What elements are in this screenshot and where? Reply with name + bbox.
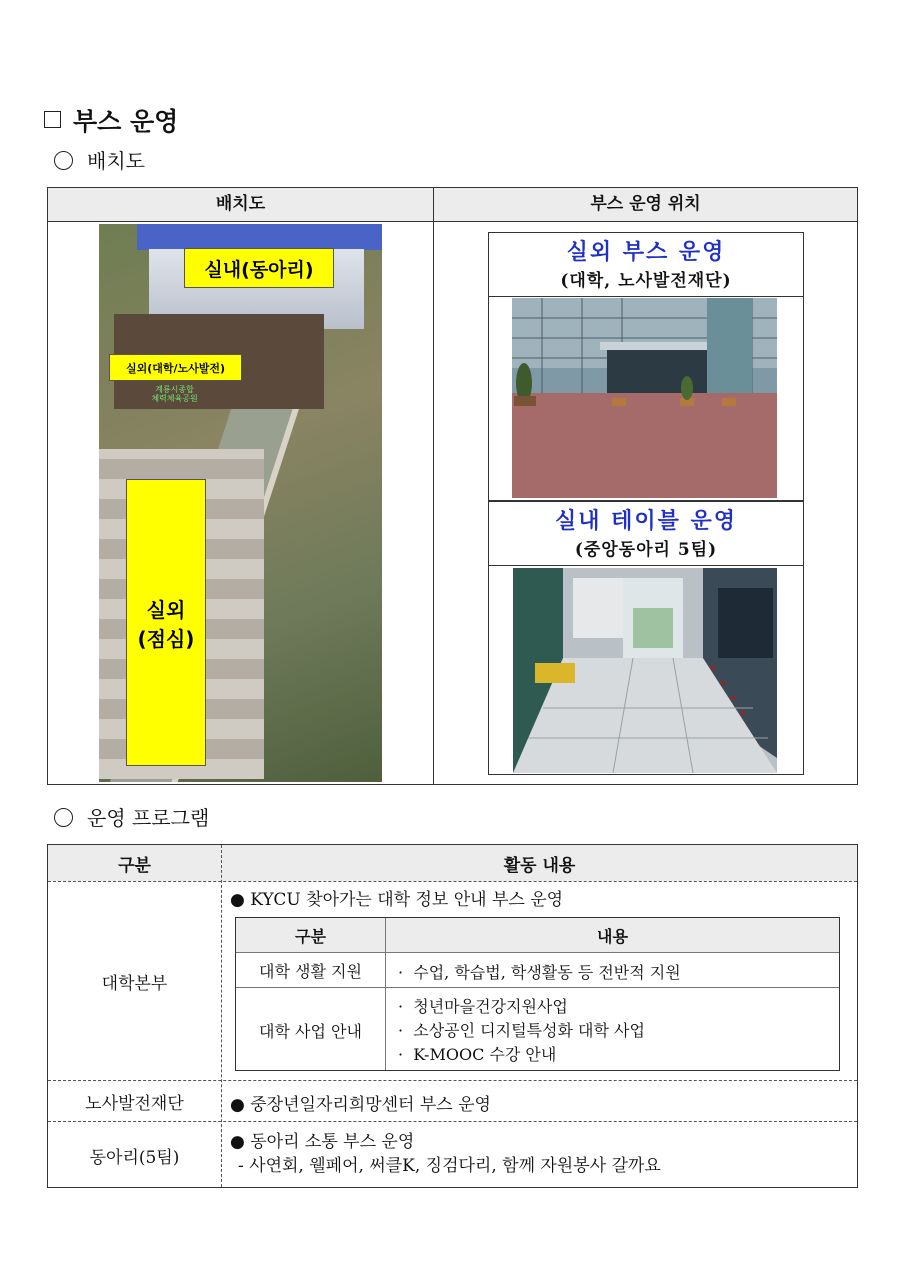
row-category-clubs: 동아리(5팀) <box>89 1147 180 1168</box>
checkbox-square-icon <box>44 111 61 128</box>
row-bullet-clubs <box>230 1130 661 1178</box>
section-title: 부스 운영 <box>44 102 178 138</box>
program-heading: 운영 프로그램 <box>54 802 209 831</box>
inner-row-items <box>398 995 645 1067</box>
inner-row-item: · 소상공인 디지털특성화 대학 사업 <box>398 1021 645 1040</box>
outdoor-entrance-photo <box>512 298 777 498</box>
layout-table <box>47 187 858 785</box>
bullet-dot-icon: ● <box>230 1095 245 1115</box>
inner-row-label: 대학 생활 지원 <box>259 961 362 981</box>
map-label-outdoor-univ: 실외(대학/노사발전) <box>109 354 242 381</box>
row-bullet-foundation: ● 중장년일자리희망센터 부스 운영 <box>230 1095 491 1115</box>
column-divider <box>433 188 434 784</box>
club-bullet-line: ● 동아리 소통 부스 운영 <box>230 1132 415 1152</box>
circle-bullet-icon <box>54 151 73 170</box>
map-label-outdoor-lunch: 실외 (점심) <box>126 479 206 766</box>
row-bullet-univ: ● KYCU 찾아가는 대학 정보 안내 부스 운영 <box>230 890 564 910</box>
inner-row-item: · 청년마을건강지원사업 <box>398 997 568 1016</box>
row-category-foundation: 노사발전재단 <box>85 1093 184 1114</box>
indoor-booth-title-area <box>489 502 803 566</box>
outdoor-booth-subtitle: (대학, 노사발전재단) <box>560 271 732 291</box>
outdoor-entrance-illustration <box>512 298 777 498</box>
inner-col2-header: 내용 <box>597 926 628 946</box>
program-table <box>47 844 858 1188</box>
indoor-lobby-photo <box>513 568 777 773</box>
row-category-univ: 대학본부 <box>101 973 168 994</box>
building-roof <box>137 224 382 250</box>
program-col2-header: 활동 내용 <box>503 855 576 876</box>
layout-col2-header: 부스 운영 위치 <box>434 188 857 222</box>
map-small-text: 계룡시종합 체력체육공원 <box>151 385 198 403</box>
inner-row-item: · K-MOOC 수강 안내 <box>398 1045 557 1064</box>
program-column-divider <box>221 845 222 1187</box>
outdoor-booth-title-area <box>489 233 803 297</box>
inner-row-item: · 수업, 학습법, 학생활동 등 전반적 지원 <box>398 963 681 982</box>
inner-col1-header: 구분 <box>295 926 326 946</box>
bullet-dot-icon: ● <box>230 890 245 910</box>
indoor-booth-subtitle: (중앙동아리 5팀) <box>574 540 718 560</box>
bullet-dot-icon: ● <box>230 1132 245 1152</box>
indoor-lobby-illustration <box>513 568 777 773</box>
layout-heading: 배치도 <box>54 145 145 174</box>
map-label-indoor: 실내(동아리) <box>184 248 334 288</box>
program-col1-header: 구분 <box>118 855 151 876</box>
circle-bullet-icon <box>54 808 73 827</box>
indoor-booth-title: 실내 테이블 운영 <box>554 509 738 534</box>
inner-row-label: 대학 사업 안내 <box>259 1021 362 1041</box>
aerial-map <box>99 224 382 782</box>
inner-table <box>235 917 840 1071</box>
club-detail: - 사연회, 웰페어, 써클K, 징검다리, 함께 자원봉사 갈까요 <box>238 1156 661 1176</box>
outdoor-booth-title: 실외 부스 운영 <box>566 240 726 265</box>
layout-col1-header: 배치도 <box>48 188 433 222</box>
